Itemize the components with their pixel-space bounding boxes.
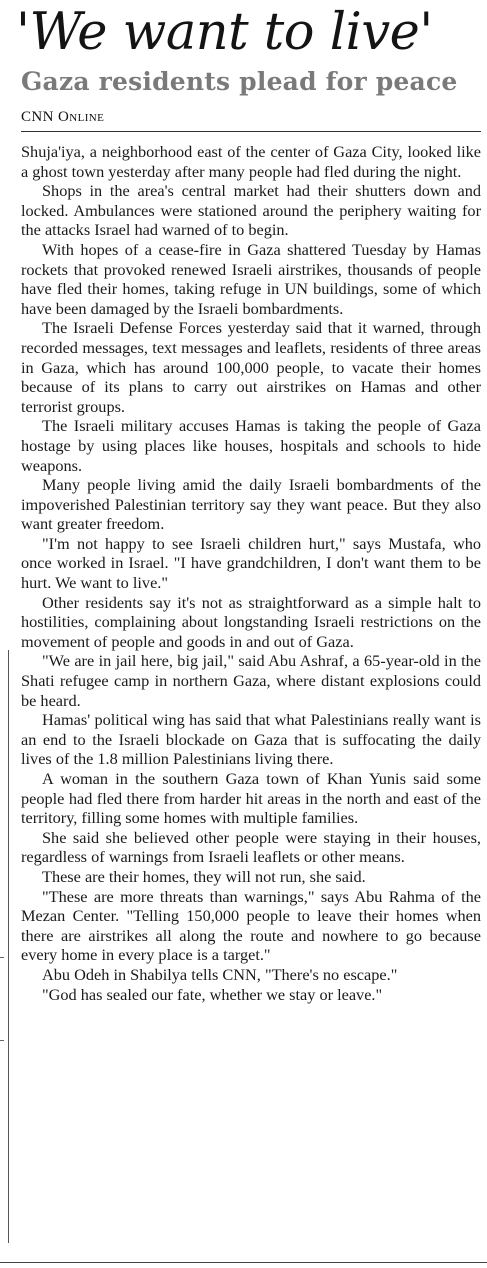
paragraph: Many people living amid the daily Israeli bombardments of the impoverished Palestinian territory say they want peace. But they also want greater freedom. [21,475,481,534]
paragraph: "We are in jail here, big jail," said Abu Ashraf, a 65-year-old in the Shati refugee camp in northern Gaza, where distant explosions could be heard. [21,651,481,710]
paragraph: The Israeli military accuses Hamas is taking the people of Gaza hostage by using places like houses, hospitals and schools to hide weapons. [21,416,481,475]
paragraph: These are their homes, they will not run, she said. [42,866,366,886]
page-bottom-rule [0,1262,487,1263]
headline: 'We want to live' [16,3,433,62]
paragraph: "God has sealed our fate, whether we stay or leave." [42,984,383,1004]
paragraph: Abu Odeh in Shabilya tells CNN, "There's no escape." [42,964,398,984]
paragraph: "These are more threats than warnings," says Abu Rahma of the Mezan Center. "Telling 150,000 people to leave their homes when there are airstrikes all along the route and nowhere to go because every home in every place is a target." [21,886,481,965]
article-body [21,142,481,1004]
paragraph: With hopes of a cease-fire in Gaza shattered Tuesday by Hamas rockets that provoked renewed Israeli airstrikes, thousands of people have fled their homes, taking refuge in UN buildings, some of which have been damaged by the Israeli bombardments. [21,239,481,318]
paragraph: Shuja'iya, a neighborhood east of the center of Gaza City, looked like a ghost town yesterday after many people had fled during the night. [21,142,481,181]
paragraph: Other residents say it's not as straightforward as a simple halt to hostilities, complaining about longstanding Israeli restrictions on the movement of people and goods in and out of Gaza. [21,592,481,651]
source-byline: CNN Online [21,109,105,125]
byline-divider [21,131,481,132]
margin-tick [0,957,4,958]
paragraph: Shops in the area's central market had their shutters down and locked. Ambulances were stationed around the periphery waiting for the attacks Israel had warned of to begin. [21,181,481,240]
paragraph: The Israeli Defense Forces yesterday said that it warned, through recorded messages, text messages and leaflets, residents of three areas in Gaza, which has around 100,000 people, to vacate their homes because of its plans to carry out airstrikes on Hamas and other terrorist groups. [21,318,481,416]
paragraph: Hamas' political wing has said that what Palestinians really want is an end to the Israeli blockade on Gaza that is suffocating the daily lives of the 1.8 million Palestinians living there. [21,710,481,769]
subheadline: Gaza residents plead for peace [21,67,458,96]
paragraph: A woman in the southern Gaza town of Khan Yunis said some people had fled there from harder hit areas in the north and east of the territory, filling some homes with multiple families. [21,769,481,828]
paragraph: She said she believed other people were staying in their houses, regardless of warnings from Israeli leaflets or other means. [21,827,481,867]
margin-line [8,650,9,1243]
paragraph: "I'm not happy to see Israeli children hurt," says Mustafa, who once worked in Israel. "I have grandchildren, I don't want them to be hurt. We want to live." [21,533,481,593]
margin-tick [0,1040,4,1041]
